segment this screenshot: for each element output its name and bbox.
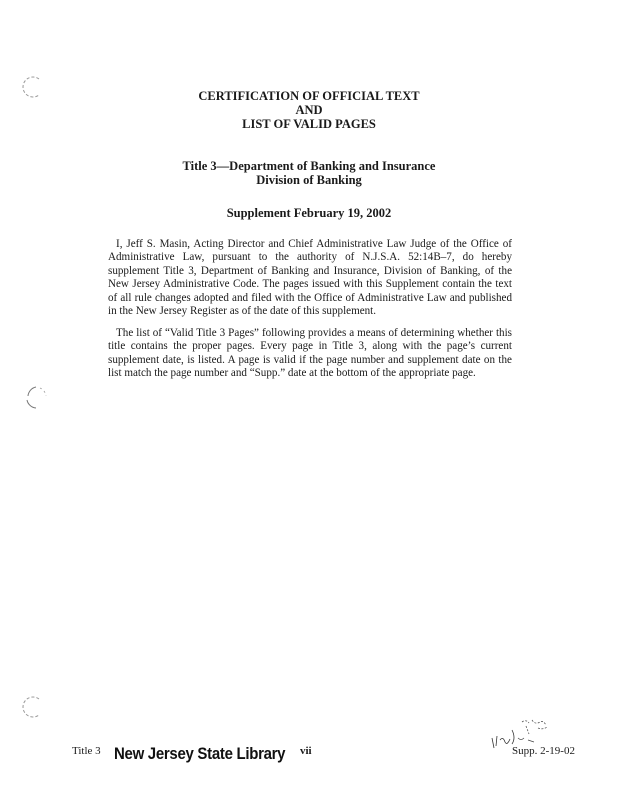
supplement-date: Supplement February 19, 2002 — [226, 206, 392, 220]
library-stamp: New Jersey State Library — [114, 745, 286, 764]
title-line: Title 3—Department of Banking and Insurance — [182, 159, 436, 173]
punch-hole-bottom — [18, 694, 44, 720]
supplement-heading — [0, 206, 618, 220]
certification-paragraph: I, Jeff S. Masin, Acting Director and Chief Administrative Law Judge of the Office of Administrative Law, pursuant to the authority of N.J.S.A. 52:14B–7, do hereby supplement Title 3, Department of Banking and Insurance, Division of Banking, of the New Jersey Administrative Code. The pages issued with this Supplement contain the text of all rule changes adopted and filed with the Office of Administrative Law and published in the New Jersey Register as of the date of this supplement. — [108, 238, 512, 318]
valid-pages-paragraph: The list of “Valid Title 3 Pages” following provides a means of determining whether this title contains the proper pages. Every page in Title 3, along with the page’s current supplement date, is listed. A page is valid if the page number and supplement date on the list match the page number and “Supp.” date at the bottom of the appropriate page. — [108, 327, 512, 380]
heading-line-2: AND — [295, 103, 323, 117]
footer-supplement-date: Supp. 2-19-02 — [512, 745, 575, 757]
subject-heading — [0, 159, 618, 187]
footer-title: Title 3 — [72, 745, 101, 757]
punch-hole-middle — [22, 384, 48, 410]
heading-line-1: CERTIFICATION OF OFFICIAL TEXT — [198, 89, 420, 103]
division-line: Division of Banking — [256, 173, 362, 187]
heading-line-3: LIST OF VALID PAGES — [242, 117, 376, 131]
certification-body — [108, 238, 512, 318]
valid-pages-body — [108, 327, 512, 381]
certification-heading — [0, 89, 618, 131]
footer-page-number: vii — [300, 745, 312, 757]
